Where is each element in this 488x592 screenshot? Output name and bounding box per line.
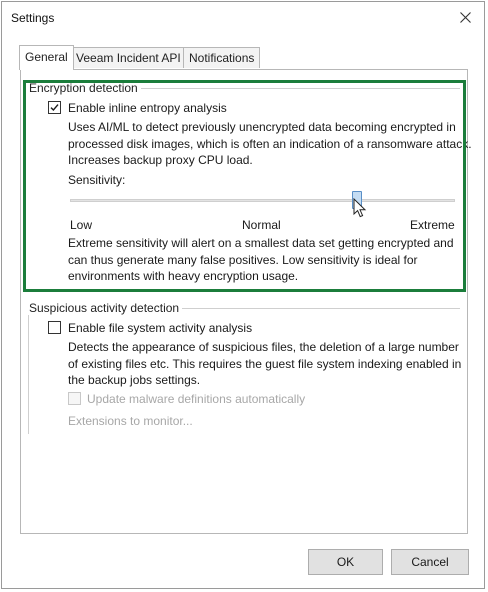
encryption-group-title: Encryption detection [26,81,141,95]
slider-normal-label: Normal [242,218,281,232]
cancel-button[interactable]: Cancel [391,549,469,575]
tab-veeam-incident-api[interactable]: Veeam Incident API [70,47,187,68]
extensions-to-monitor-link[interactable]: Extensions to monitor... [68,414,193,428]
suspicious-group-title: Suspicious activity detection [26,301,182,315]
fs-activity-label: Enable file system activity analysis [68,321,253,335]
slider-extreme-label: Extreme [410,218,455,232]
mouse-cursor-icon [353,198,367,218]
slider-low-label: Low [70,218,93,232]
entropy-analysis-label: Enable inline entropy analysis [68,101,227,115]
fs-activity-description: Detects the appearance of suspicious files, the deletion of a large number of existing files etc. This requires the guest file system indexing enabled in the backup jobs settings. [68,340,462,387]
close-button[interactable] [454,8,476,28]
fs-activity-checkbox[interactable] [48,321,61,334]
close-icon [460,12,471,23]
title-bar [2,2,484,34]
ok-button[interactable]: OK [308,549,383,575]
malware-definitions-label: Update malware definitions automatically [87,392,306,406]
sensitivity-note: Extreme sensitivity will alert on a smallest data set getting encrypted and can thus generate many false positives. Low sensitivity is ideal for environments with heavy encryption usage. [68,236,454,283]
tab-notifications[interactable]: Notifications [183,47,260,68]
entropy-analysis-description: Uses AI/ML to detect previously unencrypted data becoming encrypted in processed disk images, which is often an indication of a ransomware attack. Increases backup proxy CPU load. [68,120,472,167]
malware-definitions-checkbox[interactable] [68,392,81,405]
encryption-highlight-box [23,80,466,292]
dialog-title: Settings [11,11,55,25]
sensitivity-label: Sensitivity: [68,173,126,187]
tab-general[interactable]: General [19,45,74,70]
suspicious-group-left-border [28,308,29,434]
